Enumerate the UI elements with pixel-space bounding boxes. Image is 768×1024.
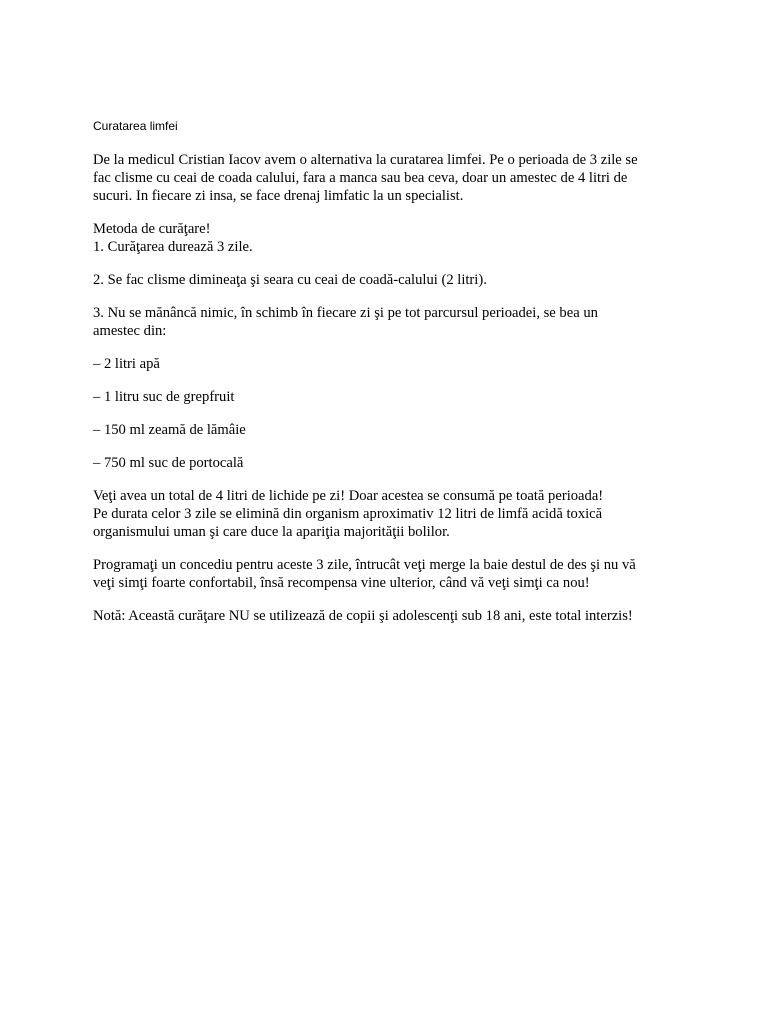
method-heading: Metoda de curăţare! [93, 221, 211, 237]
intro-line: sucuri. In fiecare zi insa, se face drenaj limfatic la un specialist. [93, 188, 464, 204]
method-paragraph [93, 220, 683, 256]
ingredient-text: – 1 litru suc de grepfruit [93, 389, 235, 405]
step-3-line: 3. Nu se mănâncă nimic, în schimb în fiecare zi şi pe tot parcursul perioadei, se bea un [93, 305, 598, 321]
vacation-paragraph [93, 556, 683, 592]
intro-paragraph [93, 151, 683, 205]
document-title: Curatarea limfei [93, 119, 178, 133]
ingredient-item [93, 355, 683, 373]
step-3-line: amestec din: [93, 323, 167, 339]
document-content [93, 118, 683, 640]
step-2-text: 2. Se fac clisme dimineaţa şi seara cu ceai de coadă-calului (2 litri). [93, 272, 487, 288]
ingredient-text: – 150 ml zeamă de lămâie [93, 422, 246, 438]
total-line: Pe durata celor 3 zile se elimină din organism aproximativ 12 litri de limfă acidă toxică [93, 506, 603, 522]
step-3 [93, 304, 683, 340]
step-1: 1. Curăţarea durează 3 zile. [93, 239, 253, 255]
total-paragraph [93, 487, 683, 541]
step-2 [93, 271, 683, 289]
note-text: Notă: Această curăţare NU se utilizează de copii şi adolescenţi sub 18 ani, este total interzis! [93, 608, 633, 624]
ingredient-text: – 2 litri apă [93, 356, 160, 372]
intro-line: fac clisme cu ceai de coada calului, fara a manca sau bea ceva, doar un amestec de 4 litri de [93, 170, 628, 186]
total-line: organismului uman şi care duce la apariţia majorităţii bolilor. [93, 524, 450, 540]
note-paragraph [93, 607, 683, 625]
ingredient-item [93, 421, 683, 439]
vacation-line: Programaţi un concediu pentru aceste 3 zile, întrucât veţi merge la baie destul de des şi nu vă [93, 557, 636, 573]
ingredient-item [93, 388, 683, 406]
intro-line: De la medicul Cristian Iacov avem o alternativa la curatarea limfei. Pe o perioada de 3 zile se [93, 152, 638, 168]
vacation-line: veţi simţi foarte confortabil, însă recompensa vine ulterior, când vă veţi simţi ca nou! [93, 575, 590, 591]
ingredient-item [93, 454, 683, 472]
total-line: Veţi avea un total de 4 litri de lichide pe zi! Doar acestea se consumă pe toată perioada! [93, 488, 604, 504]
ingredient-text: – 750 ml suc de portocală [93, 455, 244, 471]
